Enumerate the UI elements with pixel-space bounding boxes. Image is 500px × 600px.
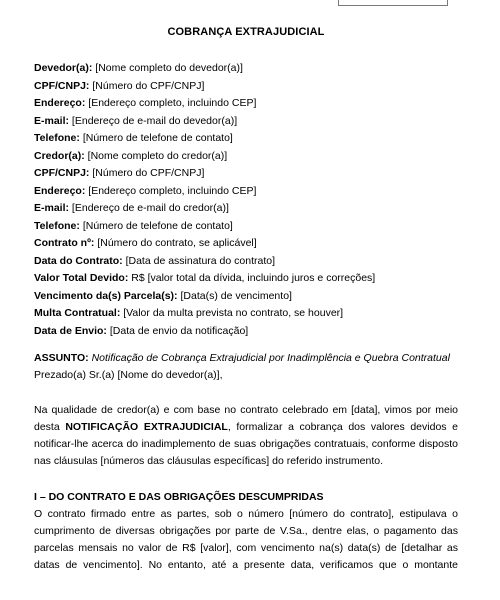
subject-label: ASSUNTO: [34, 352, 89, 364]
field-label: Endereço: [34, 97, 86, 109]
field-value: [Número de telefone de contato] [79, 132, 233, 144]
field-label: Credor(a): [34, 149, 85, 162]
field-data-envio [34, 323, 464, 341]
text-run: desta [34, 421, 66, 433]
paragraph-contract [34, 506, 458, 574]
field-telefone-devedor [34, 130, 464, 148]
field-valor-total [34, 270, 464, 288]
field-value: [Data de assinatura do contrato] [122, 254, 276, 267]
paragraph-line: cumprimento de diversas obrigações por parte de V.Sa., dentre elas, o pagamento das [34, 525, 458, 537]
field-label: CPF/CNPJ: [34, 79, 90, 92]
field-value: [Número do CPF/CNPJ] [89, 167, 205, 179]
field-cpf-credor [34, 165, 464, 183]
field-value: [Endereço completo, incluindo CEP] [85, 97, 257, 109]
field-contrato-numero [34, 235, 464, 253]
field-endereco-credor [34, 183, 464, 201]
parties-fields [34, 60, 464, 340]
field-label: CPF/CNPJ: [34, 167, 90, 179]
paragraph-line: O contrato firmado entre as partes, sob o número [número do contrato], estipulava o [34, 508, 458, 520]
paragraph-line: notificar-lhe acerca do inadimplemento de suas obrigações contratuais, conforme disposto [34, 438, 458, 450]
subject-line [34, 350, 458, 367]
field-value: [Endereço de e-mail do credor(a)] [69, 202, 229, 214]
field-value: [Nome completo do credor(a)] [84, 149, 228, 162]
field-value: [Endereço de e-mail do devedor(a)] [69, 114, 238, 127]
field-endereco-devedor [34, 95, 464, 113]
field-label: Devedor(a): [34, 62, 93, 74]
paragraph-line: nas cláusulas [números das cláusulas específicas] do referido instrumento. [34, 455, 384, 467]
field-value: [Nome completo do devedor(a)] [92, 62, 243, 74]
subject-text: Notificação de Cobrança Extrajudicial por Inadimplência e Quebra Contratual [91, 352, 450, 364]
field-devedor [34, 60, 464, 78]
field-value: R$ [valor total da dívida, incluindo juros e correções] [128, 272, 376, 284]
notification-emphasis: NOTIFICAÇÃO EXTRAJUDICIAL [65, 421, 228, 433]
field-email-credor [34, 200, 464, 218]
field-label: Vencimento da(s) Parcela(s): [34, 289, 178, 302]
field-label: E-mail: [34, 202, 70, 214]
field-vencimento [34, 288, 464, 306]
field-label: Multa Contratual: [34, 307, 121, 319]
field-credor [34, 148, 464, 166]
field-value: [Número de telefone de contato] [79, 219, 233, 232]
paragraph-line: parcelas mensais no valor de R$ [valor], com vencimento na(s) data(s) de [detalhar as [34, 542, 458, 554]
field-value: [Valor da multa prevista no contrato, se houver] [120, 307, 344, 319]
field-value: [Número do CPF/CNPJ] [89, 79, 205, 92]
text-run: , formalizar a cobrança dos valores devidos e [227, 421, 458, 433]
top-right-box [338, 0, 448, 6]
field-multa [34, 305, 464, 323]
field-label: Telefone: [34, 132, 80, 144]
field-cpf-devedor [34, 78, 464, 96]
field-label: E-mail: [34, 114, 70, 127]
field-value: [Data de envio da notificação] [106, 324, 249, 337]
field-label: Data de Envio: [34, 324, 107, 337]
paragraph-line [34, 419, 458, 436]
field-label: Endereço: [34, 184, 86, 197]
field-telefone-credor [34, 218, 464, 236]
section-heading: I – DO CONTRATO E DAS OBRIGAÇÕES DESCUMPRIDAS [34, 491, 324, 503]
greeting: Prezado(a) Sr.(a) [Nome do devedor(a)], [34, 369, 223, 381]
field-label: Valor Total Devido: [34, 272, 129, 284]
field-value: [Endereço completo, incluindo CEP] [85, 184, 257, 197]
paragraph-intro [34, 402, 458, 470]
document-title: COBRANÇA EXTRAJUDICIAL [167, 26, 325, 38]
paragraph-line: Na qualidade de credor(a) e com base no contrato celebrado em [data], vimos por meio [34, 404, 458, 416]
field-label: Telefone: [34, 219, 80, 232]
field-email-devedor [34, 113, 464, 131]
paragraph-line: datas de vencimento]. No entanto, até a presente data, verificamos que o montante [34, 559, 458, 571]
field-value: [Número do contrato, se aplicável] [94, 237, 257, 249]
field-value: [Data(s) de vencimento] [177, 289, 292, 302]
field-label: Contrato nº: [34, 237, 95, 249]
field-data-contrato [34, 253, 464, 271]
field-label: Data do Contrato: [34, 254, 123, 267]
